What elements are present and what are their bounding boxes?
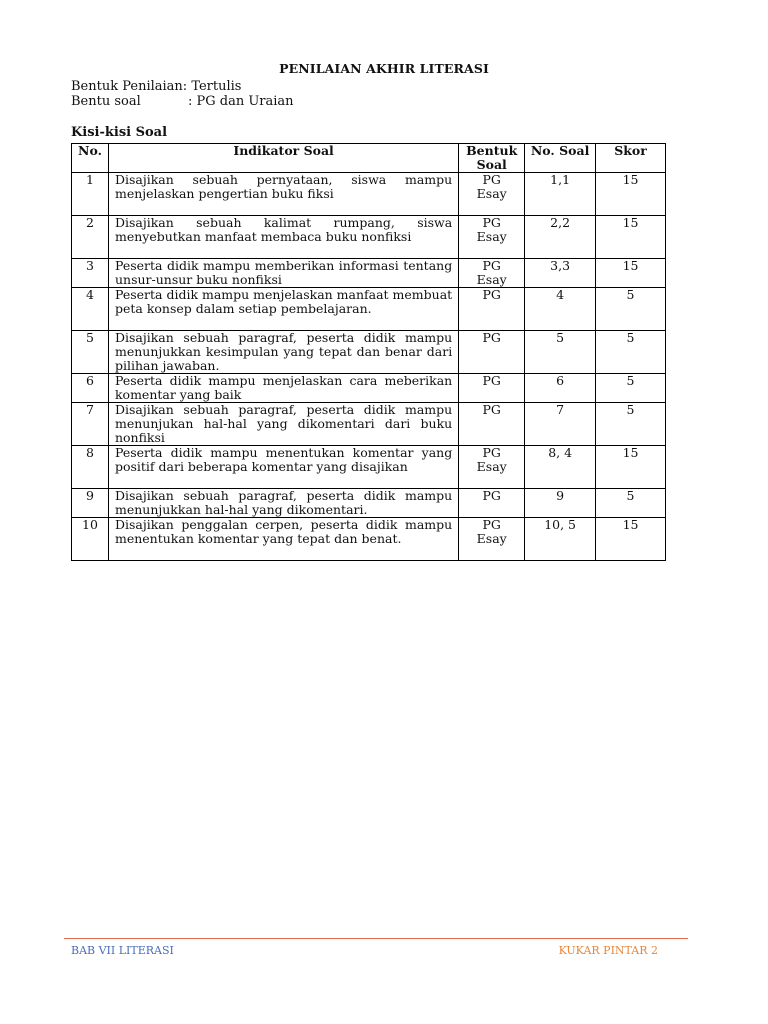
row-indikator: Disajikan sebuah pernyataan, siswa mampu menjelaskan pengertian buku fiksi — [108, 173, 458, 216]
row-skor: 5 — [596, 489, 666, 518]
row-number: 6 — [72, 374, 109, 403]
page-title: PENILAIAN AKHIR LITERASI — [279, 61, 489, 76]
row-bentuk-soal — [459, 331, 525, 374]
row-number: 8 — [72, 446, 109, 489]
row-bentuk-soal — [459, 259, 525, 288]
row-skor: 5 — [596, 374, 666, 403]
row-number: 1 — [72, 173, 109, 216]
row-no-soal: 4 — [525, 288, 596, 331]
assessment-form-label: Bentuk Penilaian: Tertulis — [71, 79, 242, 94]
bentuk-soal-item: Esay — [476, 459, 507, 474]
row-bentuk-soal — [459, 518, 525, 561]
header-skor: Skor — [596, 144, 666, 173]
bentuk-soal-item: PG — [482, 172, 501, 187]
row-bentuk-soal — [459, 288, 525, 331]
table-row — [72, 288, 666, 331]
question-type-label: Bentu soal — [71, 94, 141, 109]
row-skor: 15 — [596, 446, 666, 489]
row-no-soal: 6 — [525, 374, 596, 403]
bentuk-soal-item: PG — [482, 330, 501, 345]
row-indikator: Disajikan sebuah paragraf, peserta didik mampu menunjukkan kesimpulan yang tepat dan benar dari pilihan jawaban. — [108, 331, 458, 374]
bentuk-soal-item: PG — [482, 215, 501, 230]
row-no-soal: 5 — [525, 331, 596, 374]
row-no-soal: 1,1 — [525, 173, 596, 216]
bentuk-soal-item: PG — [482, 517, 501, 532]
table-row — [72, 489, 666, 518]
question-type-value: : PG dan Uraian — [188, 94, 294, 109]
bentuk-soal-item: PG — [482, 287, 501, 302]
row-bentuk-soal — [459, 374, 525, 403]
question-type-line — [71, 94, 294, 109]
row-indikator: Disajikan sebuah paragraf, peserta didik mampu menunjukan hal-hal yang dikomentari dari buku nonfiksi — [108, 403, 458, 446]
table-row — [72, 518, 666, 561]
table-row — [72, 173, 666, 216]
row-skor: 5 — [596, 331, 666, 374]
row-number: 7 — [72, 403, 109, 446]
table-header-row — [72, 144, 666, 173]
bentuk-soal-item: PG — [482, 258, 501, 273]
header-no-soal: No. Soal — [525, 144, 596, 173]
row-bentuk-soal — [459, 173, 525, 216]
row-indikator: Disajikan penggalan cerpen, peserta didik mampu menentukan komentar yang tepat dan benat. — [108, 518, 458, 561]
row-no-soal: 7 — [525, 403, 596, 446]
table-row — [72, 259, 666, 288]
row-indikator: Peserta didik mampu menjelaskan cara meberikan komentar yang baik — [108, 374, 458, 403]
bentuk-soal-item: PG — [482, 373, 501, 388]
row-number: 5 — [72, 331, 109, 374]
header-no: No. — [72, 144, 109, 173]
row-number: 9 — [72, 489, 109, 518]
row-indikator: Peserta didik mampu menjelaskan manfaat membuat peta konsep dalam setiap pembelajaran. — [108, 288, 458, 331]
row-skor: 15 — [596, 216, 666, 259]
footer-rule — [64, 938, 688, 939]
row-bentuk-soal — [459, 489, 525, 518]
header-bentuk-soal: Bentuk Soal — [459, 144, 525, 173]
row-bentuk-soal — [459, 216, 525, 259]
row-bentuk-soal — [459, 446, 525, 489]
footer-series: KUKAR PINTAR 2 — [558, 944, 658, 957]
table-row — [72, 216, 666, 259]
bentuk-soal-item: Esay — [476, 531, 507, 546]
bentuk-soal-item: PG — [482, 402, 501, 417]
row-bentuk-soal — [459, 403, 525, 446]
bentuk-soal-item: Esay — [476, 186, 507, 201]
footer-chapter: BAB VII LITERASI — [71, 944, 174, 957]
row-number: 4 — [72, 288, 109, 331]
row-no-soal: 8, 4 — [525, 446, 596, 489]
header-indikator: Indikator Soal — [108, 144, 458, 173]
bentuk-soal-item: Esay — [476, 229, 507, 244]
table-row — [72, 403, 666, 446]
bentuk-soal-item: PG — [482, 445, 501, 460]
row-number: 3 — [72, 259, 109, 288]
assessment-form-line — [71, 79, 241, 94]
table-row — [72, 374, 666, 403]
table-row — [72, 331, 666, 374]
row-skor: 15 — [596, 518, 666, 561]
table-row — [72, 446, 666, 489]
row-no-soal: 9 — [525, 489, 596, 518]
row-indikator: Disajikan sebuah paragraf, peserta didik mampu menunjukkan hal-hal yang dikomentari. — [108, 489, 458, 518]
row-skor: 5 — [596, 288, 666, 331]
row-no-soal: 10, 5 — [525, 518, 596, 561]
row-indikator: Peserta didik mampu memberikan informasi tentang unsur-unsur buku nonfiksi — [108, 259, 458, 288]
row-number: 2 — [72, 216, 109, 259]
row-skor: 15 — [596, 259, 666, 288]
row-indikator: Disajikan sebuah kalimat rumpang, siswa menyebutkan manfaat membaca buku nonfiksi — [108, 216, 458, 259]
kisi-kisi-table — [71, 143, 666, 561]
bentuk-soal-item: Esay — [476, 272, 507, 287]
section-title: Kisi-kisi Soal — [71, 125, 168, 140]
row-number: 10 — [72, 518, 109, 561]
row-no-soal: 3,3 — [525, 259, 596, 288]
row-no-soal: 2,2 — [525, 216, 596, 259]
row-skor: 15 — [596, 173, 666, 216]
row-indikator: Peserta didik mampu menentukan komentar yang positif dari beberapa komentar yang disajikan — [108, 446, 458, 489]
row-skor: 5 — [596, 403, 666, 446]
bentuk-soal-item: PG — [482, 488, 501, 503]
